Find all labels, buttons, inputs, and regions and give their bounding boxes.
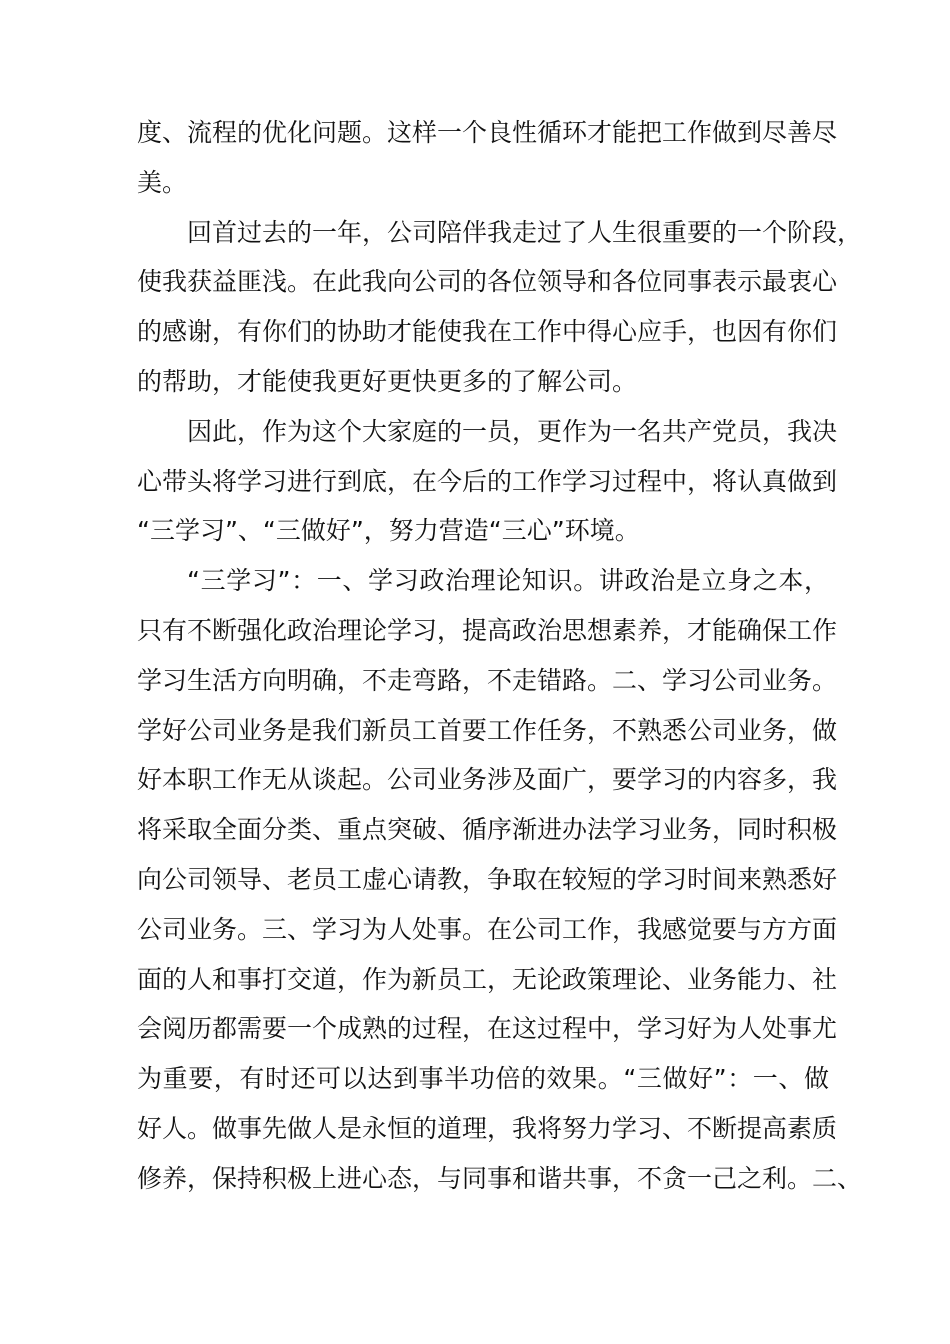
- text-line: 向公司领导、老员工虚心请教，争取在较短的学习时间来熟悉好: [137, 864, 838, 894]
- text-line: 的感谢，有你们的协助才能使我在工作中得心应手，也因有你们: [137, 317, 838, 347]
- text-line: 会阅历都需要一个成熟的过程，在这过程中，学习好为人处事尤: [137, 1014, 838, 1044]
- text-line: 只有不断强化政治理论学习，提高政治思想素养，才能确保工作: [137, 615, 838, 645]
- text-line: 学好公司业务是我们新员工首要工作任务，不熟悉公司业务，做: [137, 715, 838, 745]
- text-line: “三学习”、“三做好”，努力营造“三心”环境。: [137, 516, 640, 546]
- text-line: 公司业务。三、学习为人处事。在公司工作，我感觉要与方方面: [137, 914, 838, 944]
- text-line: 心带头将学习进行到底，在今后的工作学习过程中，将认真做到: [137, 466, 838, 496]
- text-line: 使我获益匪浅。在此我向公司的各位领导和各位同事表示最衷心: [137, 267, 838, 297]
- text-line: 将采取全面分类、重点突破、循序渐进办法学习业务，同时积极: [137, 815, 838, 845]
- text-line: 美。: [137, 167, 188, 197]
- text-line: 因此，作为这个大家庭的一员，更作为一名共产党员，我决: [187, 416, 838, 446]
- text-line: 回首过去的一年，公司陪伴我走过了人生很重要的一个阶段，: [187, 217, 863, 247]
- text-line: 度、流程的优化问题。这样一个良性循环才能把工作做到尽善尽: [137, 118, 838, 147]
- document-body: [137, 108, 863, 1204]
- text-line: 好本职工作无从谈起。公司业务涉及面广，要学习的内容多，我: [137, 765, 838, 795]
- text-line: 好人。做事先做人是永恒的道理，我将努力学习、不断提高素质: [137, 1113, 838, 1143]
- text-line: 学习生活方向明确，不走弯路，不走错路。二、学习公司业务。: [137, 665, 838, 695]
- text-line: 面的人和事打交道，作为新员工，无论政策理论、业务能力、社: [137, 964, 838, 994]
- text-line: 修养，保持积极上进心态，与同事和谐共事，不贪一己之利。二、: [137, 1163, 863, 1193]
- text-line: 的帮助，才能使我更好更快更多的了解公司。: [137, 366, 638, 396]
- text-line: 为重要，有时还可以达到事半功倍的效果。“三做好”：一、做: [137, 1064, 829, 1094]
- text-line: “三学习”：一、学习政治理论知识。讲政治是立身之本，: [187, 566, 829, 596]
